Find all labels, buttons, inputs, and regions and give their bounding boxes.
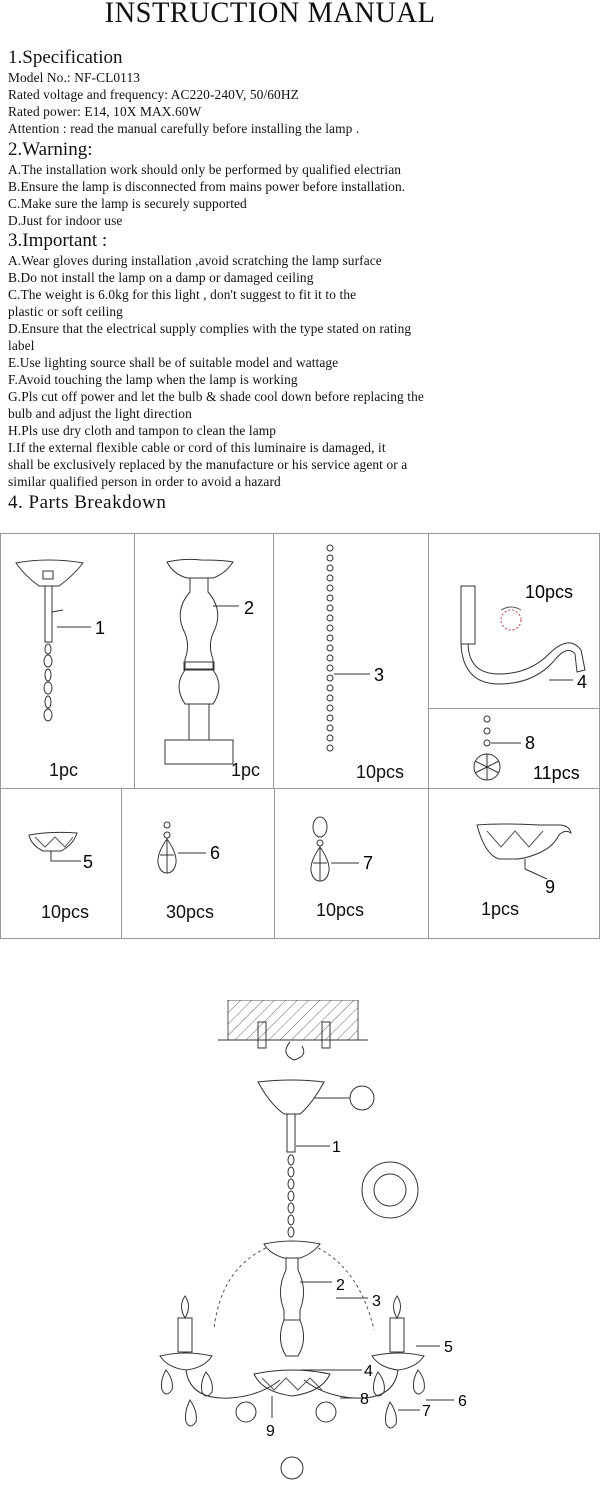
part-quantity: 10pcs bbox=[356, 762, 405, 782]
spec-line: Rated power: E14, 10X MAX.60W bbox=[8, 104, 202, 119]
part-quantity: 11pcs bbox=[533, 763, 580, 783]
manual-title: INSTRUCTION MANUAL bbox=[104, 0, 436, 29]
center-column-part-drawing bbox=[135, 534, 275, 790]
specification-heading: 1.Specification bbox=[8, 47, 123, 68]
assembly-label: 4 bbox=[364, 1363, 373, 1380]
warning-line: C.Make sure the lamp is securely supported bbox=[8, 196, 247, 211]
part-cell bbox=[273, 533, 429, 789]
crystal-ball-part-drawing bbox=[429, 709, 600, 790]
important-line: label bbox=[8, 338, 35, 353]
assembly-label: 6 bbox=[458, 1393, 467, 1410]
part-quantity: 10pcs bbox=[525, 582, 574, 602]
important-heading: 3.Important : bbox=[8, 230, 108, 251]
important-line: A.Wear gloves during installation ,avoid scratching the lamp surface bbox=[8, 253, 382, 268]
part-number-label: 8 bbox=[525, 733, 536, 753]
ceiling-icon bbox=[228, 1000, 358, 1040]
part-number-label: 4 bbox=[577, 672, 588, 692]
part-cell bbox=[428, 788, 600, 939]
spec-line: Model No.: NF-CL0113 bbox=[8, 70, 141, 85]
parts-grid bbox=[0, 533, 600, 939]
part-quantity: 1pc bbox=[231, 760, 261, 780]
part-number-label: 3 bbox=[374, 665, 385, 685]
assembly-label: 5 bbox=[444, 1339, 453, 1356]
important-line: similar qualified person in order to avoid a hazard bbox=[8, 474, 281, 489]
warning-heading: 2.Warning: bbox=[8, 139, 93, 160]
assembly-label: 3 bbox=[372, 1293, 381, 1310]
important-line: G.Pls cut off power and let the bulb & shade cool down before replacing the bbox=[8, 389, 424, 404]
part-number-label: 2 bbox=[244, 598, 255, 618]
important-line: D.Ensure that the electrical supply complies with the type stated on rating bbox=[8, 321, 412, 336]
part-cell bbox=[121, 788, 275, 939]
assembly-label: 2 bbox=[336, 1277, 345, 1294]
warning-line: D.Just for indoor use bbox=[8, 213, 123, 228]
canopy-icon bbox=[258, 1080, 324, 1114]
canopy-chain-part-drawing bbox=[1, 534, 136, 790]
part-number-label: 1 bbox=[95, 618, 106, 638]
important-line: B.Do not install the lamp on a damp or damaged ceiling bbox=[8, 270, 314, 285]
arm-part-drawing bbox=[429, 534, 600, 710]
part-quantity: 30pcs bbox=[166, 902, 215, 922]
bead-chain-part-drawing bbox=[274, 534, 430, 790]
parts-heading: 4. Parts Breakdown bbox=[8, 492, 167, 513]
part-quantity: 1pc bbox=[49, 760, 79, 780]
part-cell bbox=[428, 533, 600, 709]
spec-line: Attention : read the manual carefully before installing the lamp . bbox=[8, 121, 360, 136]
important-line: F.Avoid touching the lamp when the lamp is working bbox=[8, 372, 298, 387]
important-line: plastic or soft ceiling bbox=[8, 304, 123, 319]
part-number-label: 6 bbox=[210, 843, 221, 863]
part-number-label: 9 bbox=[545, 877, 556, 897]
assembly-drawing bbox=[150, 1000, 480, 1500]
important-line: H.Pls use dry cloth and tampon to clean the lamp bbox=[8, 423, 277, 438]
part-cell bbox=[0, 533, 135, 789]
spec-line: Rated voltage and frequency: AC220-240V, 50/60HZ bbox=[8, 87, 299, 102]
important-line: E.Use lighting source shall be of suitable model and wattage bbox=[8, 355, 339, 370]
warning-line: B.Ensure the lamp is disconnected from mains power before installation. bbox=[8, 179, 406, 194]
assembly-label: 8 bbox=[360, 1391, 369, 1408]
important-line: I.If the external flexible cable or cord of this luminaire is damaged, it bbox=[8, 440, 386, 455]
part-quantity: 1pcs bbox=[481, 899, 520, 919]
part-number-label: 5 bbox=[83, 852, 94, 872]
assembly-label: 7 bbox=[422, 1403, 431, 1420]
important-line: shall be exclusively replaced by the manufacture or his service agent or a bbox=[8, 457, 408, 472]
part-quantity: 10pcs bbox=[316, 900, 365, 920]
important-line: bulb and adjust the light direction bbox=[8, 406, 192, 421]
part-number-label: 7 bbox=[363, 853, 374, 873]
part-cell bbox=[134, 533, 274, 789]
warning-line: A.The installation work should only be performed by qualified electrian bbox=[8, 162, 402, 177]
part-cell bbox=[0, 788, 122, 939]
part-quantity: 10pcs bbox=[41, 902, 90, 922]
assembly-label: 1 bbox=[332, 1139, 341, 1156]
part-cell bbox=[428, 708, 600, 789]
detail-callout-icon bbox=[350, 1086, 374, 1110]
part-cell bbox=[274, 788, 429, 939]
assembly-label: 9 bbox=[266, 1423, 275, 1440]
important-line: C.The weight is 6.0kg for this light , don't suggest to fit it to the bbox=[8, 287, 357, 302]
